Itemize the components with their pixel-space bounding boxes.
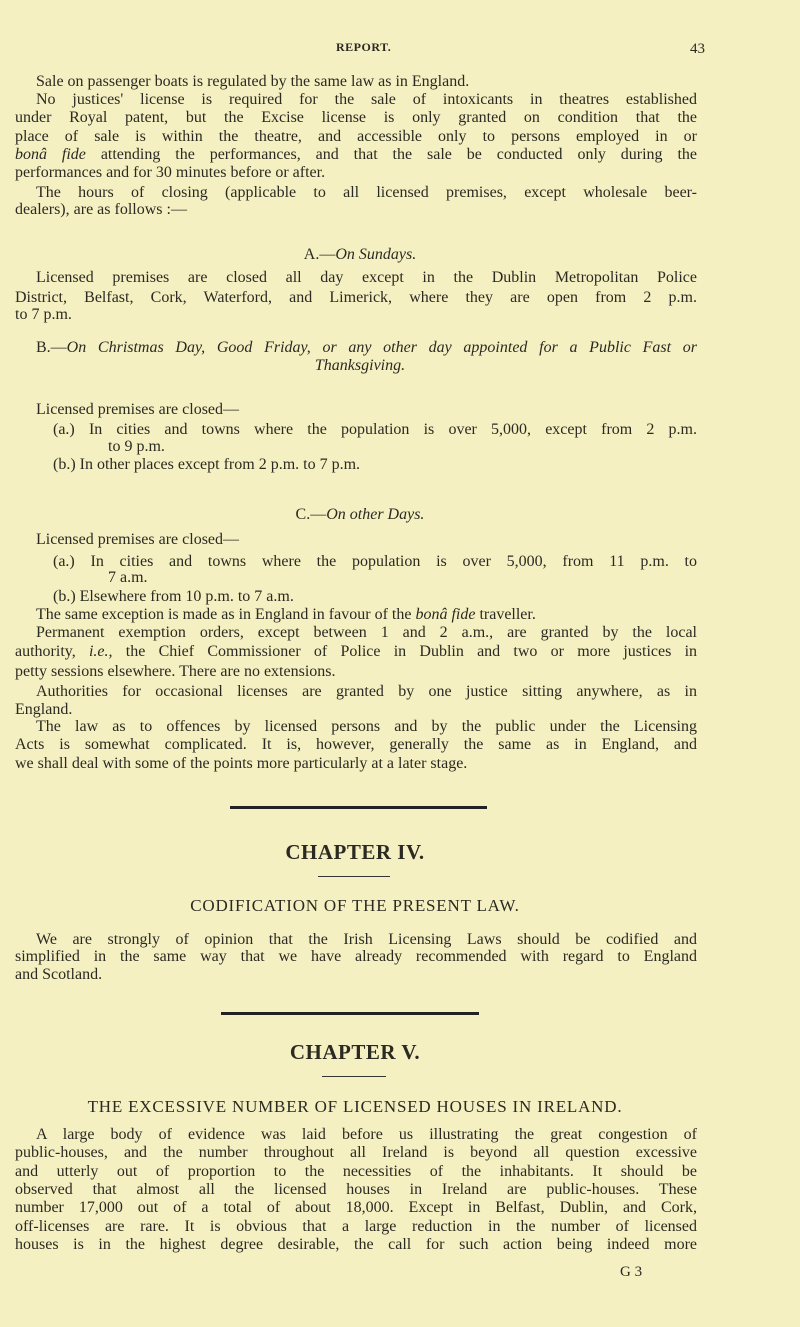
paragraph-line: place of sale is within the theatre, and accessible only to persons employed in or — [15, 128, 697, 145]
signature-mark: G 3 — [620, 1264, 643, 1280]
text: Elsewhere from 10 p.m. to 7 a.m. — [79, 588, 294, 605]
paragraph-line: we shall deal with some of the points more particularly at a later stage. — [15, 755, 468, 772]
paragraph-line: houses is in the highest degree desirable, the call for such action being indeed more — [15, 1236, 697, 1253]
chapter-heading: CHAPTER V. — [289, 1040, 421, 1064]
paragraph-line: performances and for 30 minutes before or after. — [15, 164, 326, 181]
italic-phrase: bonâ fide — [15, 146, 86, 163]
italic-phrase: bonâ fide — [415, 606, 476, 623]
page-number: 43 — [690, 41, 705, 57]
paragraph-line: Permanent exemption orders, except between 1 and 2 a.m., are granted by the local — [36, 624, 697, 641]
paragraph-line — [15, 642, 697, 662]
paragraph-line: District, Belfast, Cork, Waterford, and Limerick, where they are open from 2 p.m. — [15, 289, 697, 306]
section-divider — [221, 1012, 479, 1015]
item-label: (a.) — [53, 553, 75, 570]
list-item — [53, 455, 697, 475]
paragraph-line: to 7 p.m. — [15, 306, 72, 323]
paragraph-line: The law as to offences by licensed persons and by the public under the Licensing — [36, 718, 697, 735]
section-divider — [230, 806, 487, 809]
label: A.— — [303, 246, 336, 263]
paragraph-line: No justices' license is required for the sale of intoxicants in theatres established — [36, 91, 697, 108]
italic-phrase: i.e., — [88, 643, 113, 660]
item-label: (b.) — [53, 588, 76, 605]
paragraph-line: petty sessions elsewhere. There are no extensions. — [15, 663, 336, 680]
text: In cities and towns where the population is over 5,000, except from 2 p.m. — [88, 421, 697, 438]
paragraph-line: Authorities for occasional licenses are granted by one justice sitting anywhere, as in — [36, 683, 697, 700]
title: On Christmas Day, Good Friday, or any other day appointed for a Public Fast or — [66, 339, 697, 356]
list-item — [53, 587, 697, 607]
paragraph-line: and utterly out of proportion to the necessities of the inhabitants. It should be — [15, 1163, 697, 1180]
paragraph-line — [36, 605, 697, 625]
text: In other places except from 2 p.m. to 7 p.m. — [79, 456, 361, 473]
paragraph-line: off-licenses are rare. It is obvious that a large reduction in the number of licensed — [15, 1218, 697, 1235]
paragraph-line — [15, 145, 697, 165]
chapter-title: CODIFICATION OF THE PRESENT LAW. — [190, 896, 520, 915]
paragraph-line: A large body of evidence was laid before us illustrating the great congestion of — [36, 1126, 697, 1143]
text: traveller. — [479, 606, 536, 623]
title: Thanksgiving. — [314, 357, 406, 374]
text: authority, — [15, 643, 76, 660]
section-heading-b-cont — [0, 356, 720, 376]
label: B.— — [36, 339, 67, 356]
paragraph-line: dealers), are as follows :— — [15, 201, 187, 218]
paragraph-line: Sale on passenger boats is regulated by the same law as in England. — [36, 73, 470, 90]
title: On other Days. — [326, 506, 425, 523]
text: the Chief Commissioner of Police in Dublin and two or more justices in — [125, 643, 697, 660]
running-title: REPORT. — [336, 40, 392, 54]
paragraph-line: and Scotland. — [15, 966, 103, 983]
list-item-cont: 7 a.m. — [108, 569, 148, 586]
paragraph-line: Licensed premises are closed all day except in the Dublin Metropolitan Police — [36, 269, 697, 286]
heading-underline — [322, 1076, 386, 1077]
item-label: (a.) — [53, 421, 75, 438]
chapter-title: THE EXCESSIVE NUMBER OF LICENSED HOUSES IN IRELAND. — [87, 1097, 623, 1116]
paragraph-line: Licensed premises are closed— — [36, 531, 240, 548]
paragraph-line: number 17,000 out of a total of about 18,000. Except in Belfast, Dublin, and Cork, — [15, 1199, 697, 1216]
paragraph-line: Licensed premises are closed— — [36, 401, 240, 418]
paragraph-line: England. — [15, 701, 73, 718]
paragraph-line: observed that almost all the licensed houses in Ireland are public-houses. These — [15, 1181, 697, 1198]
text: attending the performances, and that the sale be conducted only during the — [100, 146, 697, 163]
chapter-heading: CHAPTER IV. — [285, 840, 425, 864]
paragraph-line: public-houses, and the number throughout all Ireland is beyond all question excessive — [15, 1144, 697, 1161]
paragraph-line: under Royal patent, but the Excise license is only granted on condition that the — [15, 109, 697, 126]
paragraph-line: simplified in the same way that we have already recommended with regard to England — [15, 948, 697, 965]
title: On Sundays. — [335, 246, 417, 263]
section-heading-b — [36, 338, 697, 358]
label: C.— — [295, 506, 327, 523]
paragraph-line: The hours of closing (applicable to all licensed premises, except wholesale beer- — [36, 184, 697, 201]
item-label: (b.) — [53, 456, 76, 473]
text: In cities and towns where the population is over 5,000, from 11 p.m. to — [90, 553, 697, 570]
paragraph-line: Acts is somewhat complicated. It is, however, generally the same as in England, and — [15, 736, 697, 753]
text: The same exception is made as in England in favour of the — [36, 606, 412, 623]
list-item-cont: to 9 p.m. — [108, 438, 165, 455]
section-heading-c — [0, 505, 720, 525]
heading-underline — [318, 876, 390, 877]
section-heading-a — [0, 245, 720, 265]
paragraph-line: We are strongly of opinion that the Irish Licensing Laws should be codified and — [36, 931, 697, 948]
